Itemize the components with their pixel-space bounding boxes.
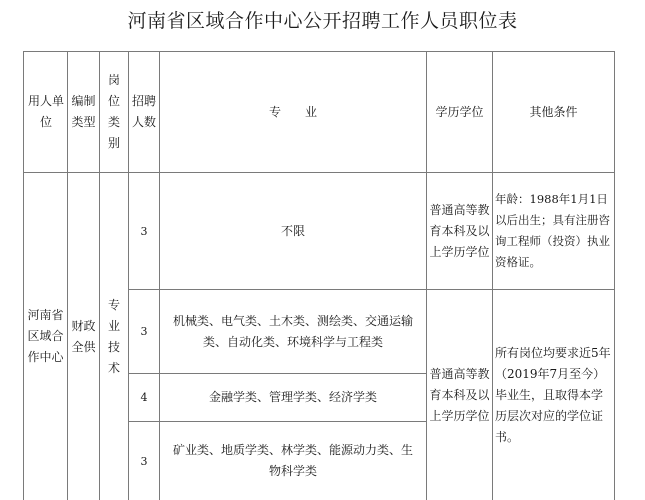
other-cell-1: 年龄：1988年1月1日以后出生；具有注册咨询工程师（投资）执业资格证。 bbox=[495, 192, 610, 269]
other-cell-2: 所有岗位均要求近5年（2019年7月至今）毕业生，且取得本学历层次对应的学位证书。 bbox=[495, 345, 611, 444]
major-row-4: 矿业类、地质学类、林学类、能源动力类、生物科学类 bbox=[172, 443, 413, 478]
openings-row-3: 4 bbox=[140, 391, 148, 404]
table-divider bbox=[99, 51, 100, 500]
header-openings: 招聘人数 bbox=[131, 94, 156, 129]
header-employer: 用人单位 bbox=[28, 94, 65, 129]
major-row-1: 不限 bbox=[280, 223, 305, 238]
header-degree: 学历学位 bbox=[435, 104, 484, 119]
major-row-3: 金融学类、管理学类、经济学类 bbox=[208, 390, 377, 404]
header-major: 专 业 bbox=[268, 104, 317, 119]
major-row-2: 机械类、电气类、土木类、测绘类、交通运输类、自动化类、环境科学与工程类 bbox=[172, 313, 413, 349]
openings-row-1: 3 bbox=[140, 224, 148, 238]
openings-row-4: 3 bbox=[140, 454, 148, 468]
openings-row-2: 3 bbox=[140, 325, 148, 338]
degree-cell-1: 普通高等教育本科及以上学历学位 bbox=[429, 202, 490, 259]
employer-cell: 河南省区域合作中心 bbox=[27, 308, 64, 364]
degree-cell-2: 普通高等教育本科及以上学历学位 bbox=[429, 366, 490, 423]
staffing-type-cell: 财政全供 bbox=[71, 318, 96, 354]
post-type-cell: 专业技术 bbox=[107, 297, 120, 375]
page-title: 河南省区域合作中心公开招聘工作人员职位表 bbox=[127, 10, 518, 32]
header-post-type: 岗位类别 bbox=[107, 73, 120, 150]
header-other: 其他条件 bbox=[529, 104, 578, 119]
header-staffing-type: 编制类型 bbox=[71, 94, 96, 129]
table-border-right bbox=[614, 51, 615, 500]
